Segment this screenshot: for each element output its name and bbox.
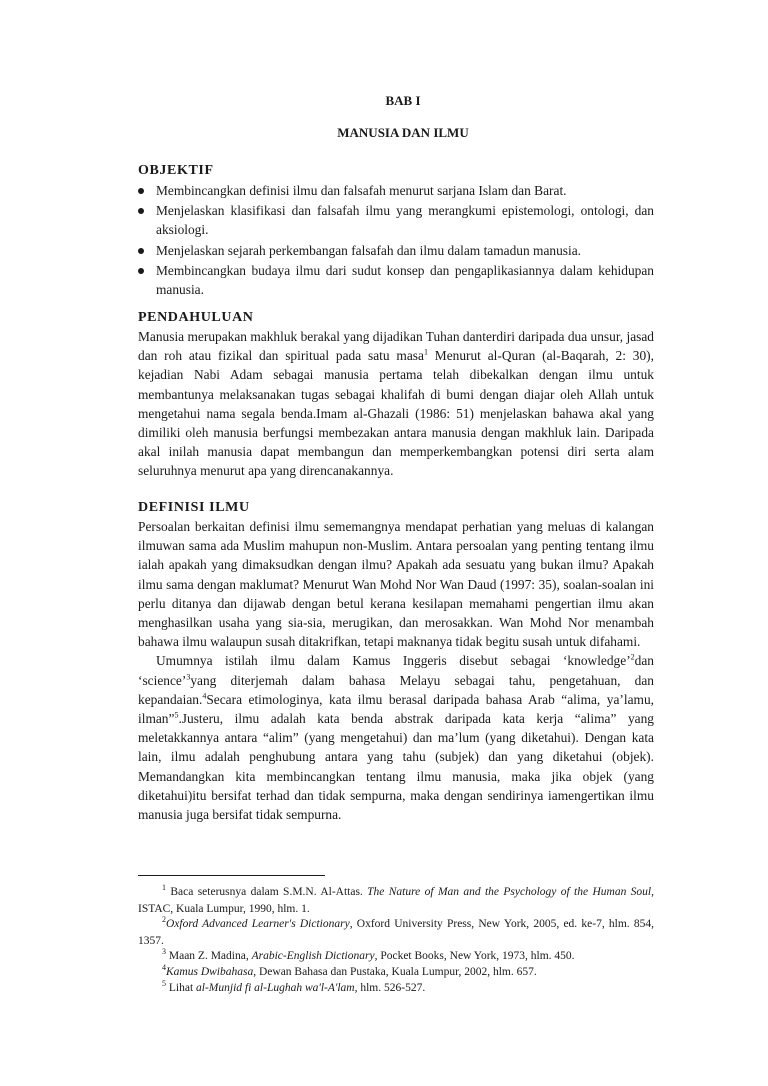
footnote-4	[138, 964, 654, 981]
text-run: , Oxford University Press, New York, 2005, ed. ke-7, hlm. 854, 1357.	[138, 918, 654, 947]
bullet-icon	[138, 188, 144, 194]
footnote-1	[138, 884, 654, 917]
footnote-ref: 3	[186, 672, 191, 682]
text-run: , ISTAC, Kuala Lumpur, 1990, hlm. 1.	[138, 886, 654, 915]
footnote-5	[138, 980, 654, 997]
footnote-number: 2	[162, 915, 166, 925]
text-run: yang diterjemah dalam bahasa Melayu sebagai tahu, pengetahuan, dan kepandaian.	[138, 672, 654, 707]
definisi-heading: DEFINISI ILMU	[138, 500, 250, 515]
text-run: Menurut al-Quran (al-Baqarah, 2: 30), kejadian Nabi Adam sebagai manusia pertama telah dibekalkan dengan ilmu untuk membantunya melaksanakan tugas sebagai khalifah di bumi dengan diajar oleh Allah untuk mengetahui nama segala benda.Imam al-Ghazali (1986: 51) menjelaskan bahawa akal yang dimiliki oleh manusia berfungsi membezakan antara manusia dengan makhluk lain. Daripada akal inilah manusia dapat membangun dan memperkembangkan potensi diri serta alam seluruhnya menurut apa yang direncanakannya.	[138, 348, 654, 479]
text-run: Maan Z. Madina,	[166, 950, 252, 962]
objektif-list	[138, 181, 654, 300]
list-item	[138, 181, 654, 200]
list-item	[138, 241, 654, 260]
book-title: The Nature of Man and the Psychology of the Human Soul	[367, 886, 652, 898]
list-item	[138, 201, 654, 239]
text-run: , Pocket Books, New York, 1973, hlm. 450.	[374, 950, 575, 962]
pendahuluan-section	[138, 327, 654, 481]
footnote-ref: 2	[630, 652, 635, 662]
footnote-ref: 5	[174, 710, 179, 720]
bullet-icon	[138, 268, 144, 274]
definisi-paragraph-1: Persoalan berkaitan definisi ilmu sememangnya mendapat perhatian yang meluas di kalangan ilmuwan sama ada Muslim mahupun non-Muslim. Antara persoalan yang penting tentang ilmu ialah apakah yang dimaksudkan dengan ilmu? Apakah ada sesuatu yang bukan ilmu? Apakah ilmu sama dengan maklumat? Menurut Wan Mohd Nor Wan Daud (1997: 35), soalan-soalan ini perlu ditanya dan dijawab dengan betul kerana kesilapan memahami pengertian ilmu akan menghasilkan usaha yang sia-sia, merugikan, dan merosakkan. Wan Mohd Nor menambah bahawa ilmu walaupun susah ditakrifkan, tetapi maknanya tidak begitu susah untuk difahami.	[138, 519, 654, 650]
chapter-title: MANUSIA DAN ILMU	[337, 125, 469, 140]
text-run: , hlm. 526-527.	[354, 982, 426, 994]
footnote-3	[138, 948, 654, 965]
book-title: al-Munjid fi al-Lughah wa'l-A'lam	[196, 982, 355, 994]
text-run: Baca seterusnya dalam S.M.N. Al-Attas.	[166, 886, 368, 898]
text-run: , Dewan Bahasa dan Pustaka, Kuala Lumpur, 2002, hlm. 657.	[253, 966, 537, 978]
objektif-item-text: Menjelaskan klasifikasi dan falsafah ilmu yang merangkumi epistemologi, ontologi, dan aksiologi.	[156, 203, 654, 238]
text-run: .Justeru, ilmu adalah kata benda abstrak daripada kata kerja “alima” yang meletakkannya antara “alim” (yang mengetahui) dan ma’lum (yang diketahui). Dengan kata lain, ilmu adalah penghubung antara yang tahu (subjek) dan yang diketahui (objek). Memandangkan kita membincangkan tentang ilmu manusia, maka jika objek (yang diketahui)itu bersifat terhad dan tidak sempurna, maka dengan sendirinya iamengertikan ilmu manusia juga bersifat tidak sempurna.	[138, 711, 654, 823]
text-run: dan ‘science’	[138, 653, 654, 688]
footnote-2	[138, 916, 654, 949]
bullet-icon	[138, 248, 144, 254]
definisi-section	[138, 517, 654, 824]
footnote-separator	[138, 875, 325, 876]
text-run: Manusia merupakan makhluk berakal yang dijadikan Tuhan danterdiri daripada dua unsur, jasad dan roh atau fizikal dan spiritual pada satu masa	[138, 329, 654, 364]
footnote-number: 5	[162, 979, 166, 989]
pendahuluan-paragraph	[138, 327, 654, 481]
text-run: Secara etimologinya, kata ilmu berasal daripada bahasa Arab “alima, ya’lamu, ilman”	[138, 691, 654, 727]
objektif-item-text: Menjelaskan sejarah perkembangan falsafah dan ilmu dalam tamadun manusia.	[156, 242, 581, 258]
definisi-paragraph-2	[138, 651, 654, 824]
book-title: Arabic-English Dictionary	[251, 950, 375, 962]
text-run: Umumnya istilah ilmu dalam Kamus Inggeris disebut sebagai ‘knowledge’	[156, 653, 631, 669]
book-title: Kamus Dwibahasa	[166, 966, 254, 978]
footnote-ref: 4	[202, 691, 207, 701]
footnote-ref: 1	[423, 347, 428, 357]
objektif-heading: OBJEKTIF	[138, 163, 214, 178]
bullet-icon	[138, 208, 144, 214]
chapter-label: BAB I	[385, 93, 421, 108]
footnote-number: 1	[162, 883, 166, 893]
footnote-number: 4	[162, 963, 166, 973]
objektif-item-text: Membincangkan definisi ilmu dan falsafah menurut sarjana Islam dan Barat.	[156, 183, 567, 198]
pendahuluan-heading: PENDAHULUAN	[138, 310, 254, 325]
footnote-number: 3	[162, 947, 166, 957]
list-item	[138, 261, 654, 299]
book-title: Oxford Advanced Learner's Dictionary	[166, 918, 350, 930]
objektif-item-text: Membincangkan budaya ilmu dari sudut konsep dan pengaplikasiannya dalam kehidupan manusia.	[156, 262, 654, 298]
text-run: Lihat	[166, 982, 197, 994]
